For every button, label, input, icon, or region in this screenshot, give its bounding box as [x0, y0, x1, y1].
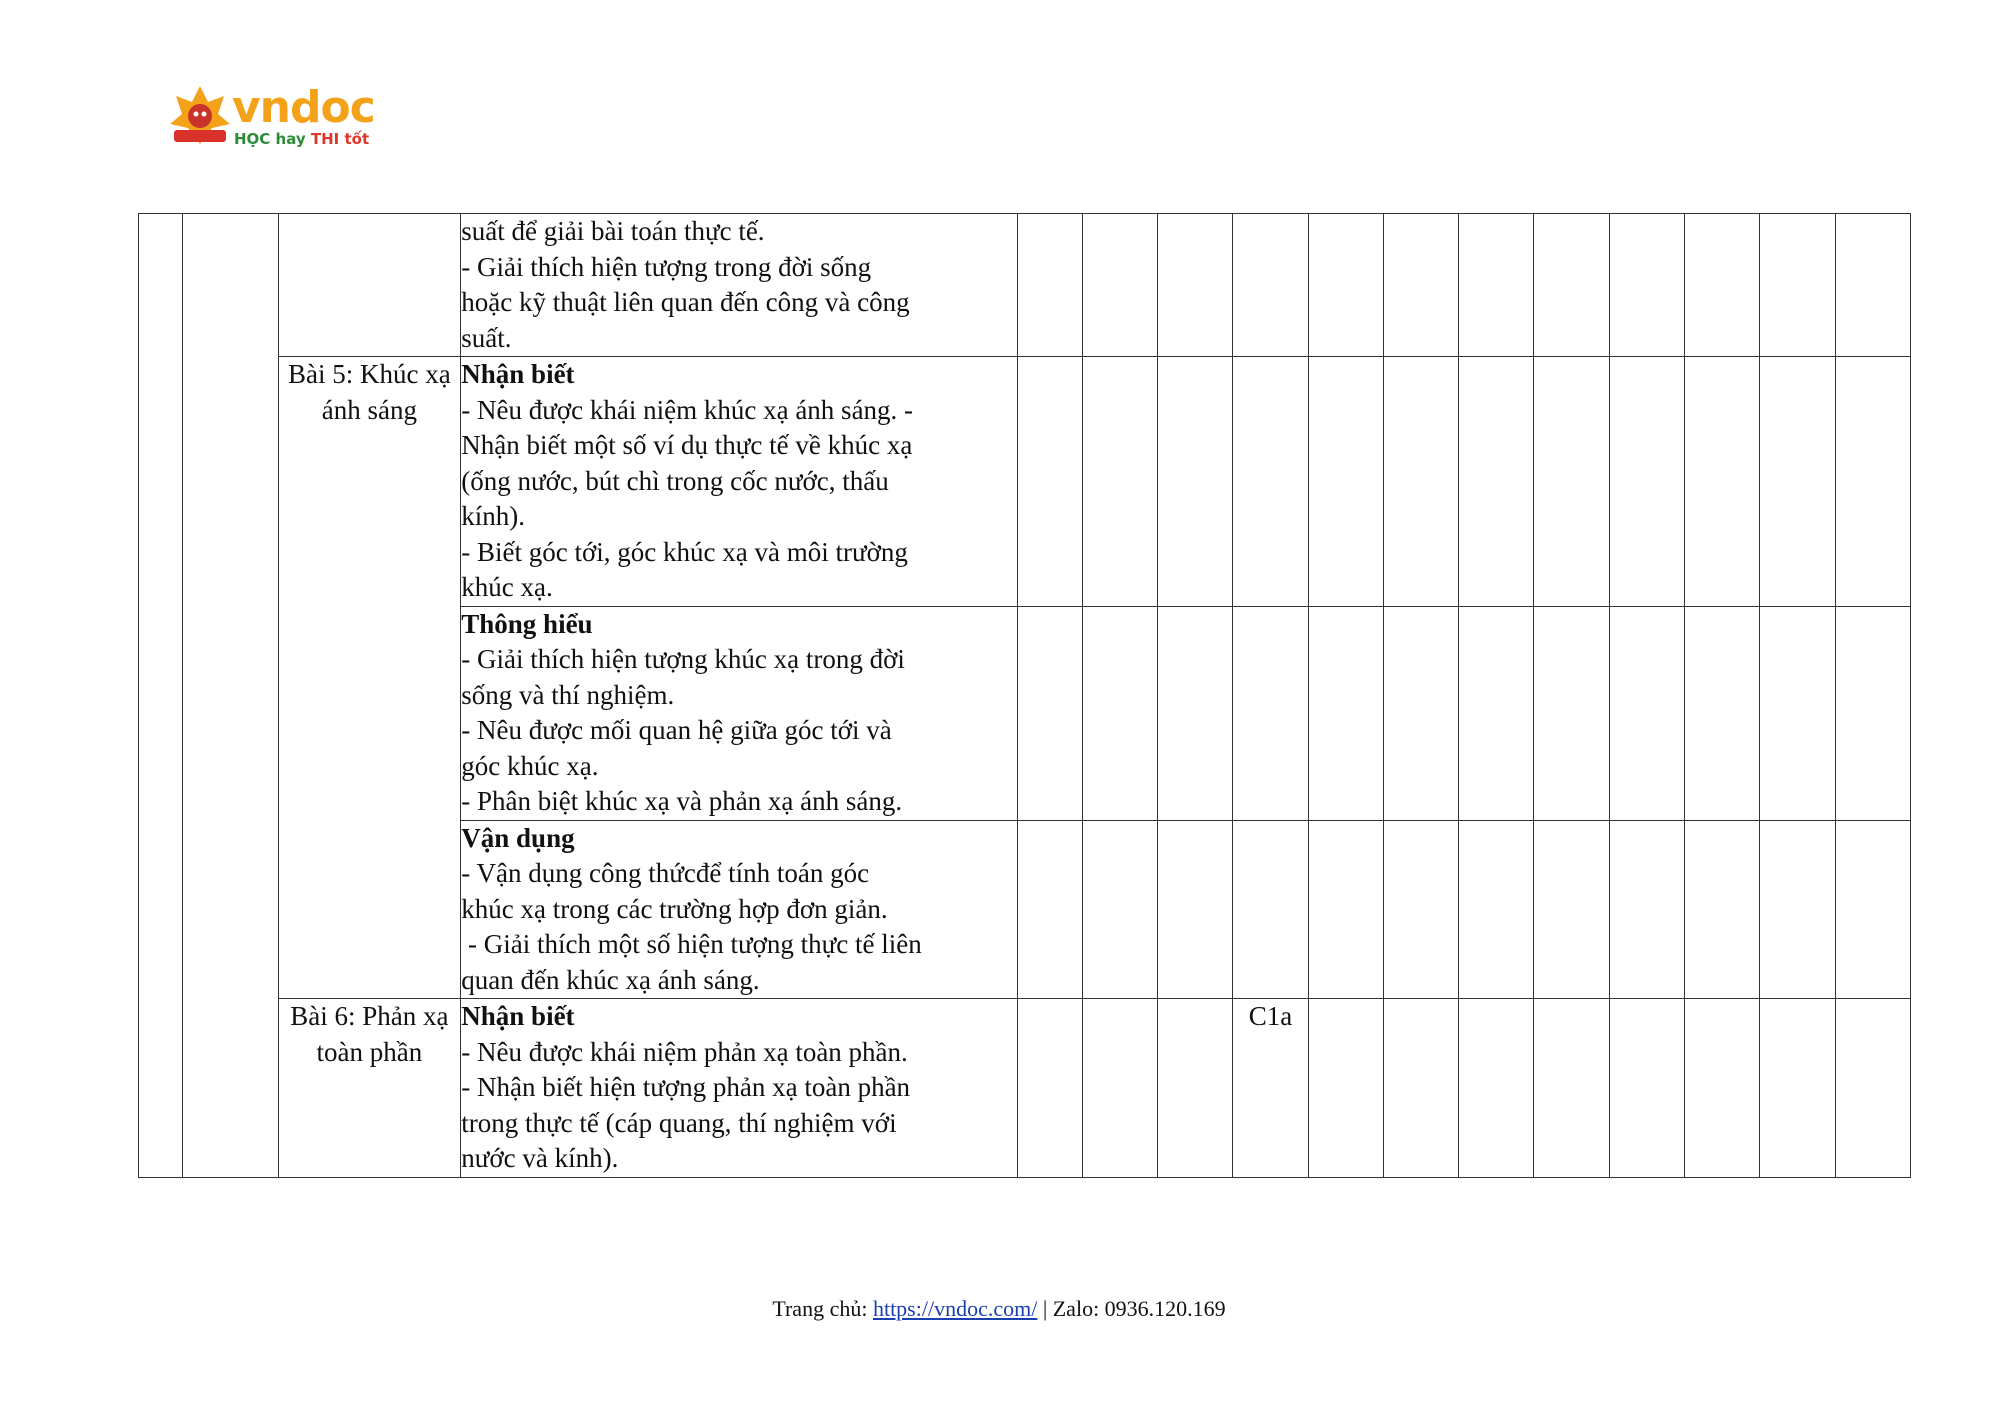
- text-line: nước và kính).: [461, 1143, 619, 1173]
- table-row: [139, 999, 1911, 1178]
- level-heading: Nhận biết: [461, 359, 575, 389]
- text-line: - Giải thích một số hiện tượng thực tế liên: [461, 929, 922, 959]
- vndoc-logo[interactable]: [168, 84, 378, 150]
- level-heading: Thông hiểu: [461, 608, 593, 639]
- table-row: [139, 214, 1911, 357]
- level-heading: Nhận biết: [461, 1001, 575, 1031]
- logo-wordmark: vndoc: [232, 82, 375, 133]
- text-line: sống và thí nghiệm.: [461, 679, 675, 710]
- logo-mascot-icon: [168, 84, 232, 150]
- requirement-cell: [461, 606, 1018, 820]
- text-line: - Giải thích hiện tượng khúc xạ trong đời: [461, 644, 905, 674]
- text-line: - Nêu được khái niệm phản xạ toàn phần.: [461, 1036, 908, 1067]
- lesson-bai6-cell: Bài 6: Phản xạ toàn phần: [278, 999, 461, 1178]
- text-line: kính).: [461, 501, 526, 531]
- homepage-link[interactable]: https://vndoc.com/: [872, 1296, 1038, 1321]
- lesson-cell: [278, 214, 461, 357]
- text-line: - Nêu được mối quan hệ giữa góc tới và: [461, 715, 892, 745]
- page-footer: [0, 1296, 1998, 1322]
- blank-cell: [139, 214, 183, 1178]
- requirement-cell: [461, 999, 1018, 1178]
- text-line: (ống nước, bút chì trong cốc nước, thấu: [461, 465, 889, 496]
- text-line: suất.: [461, 322, 512, 353]
- text-line: Nhận biết một số ví dụ thực tế về khúc xạ: [461, 430, 913, 460]
- blank-cell: [183, 214, 278, 1178]
- text-line: suất để giải bài toán thực tế.: [461, 216, 765, 246]
- text-line: - Nhận biết hiện tượng phản xạ toàn phần: [461, 1072, 911, 1102]
- lesson-bai5-cell: Bài 5: Khúc xạ ánh sáng: [278, 357, 461, 999]
- text-line: khúc xạ.: [461, 572, 553, 602]
- table-row: [139, 357, 1911, 607]
- text-line: - Vận dụng công thứcđể tính toán góc: [461, 858, 870, 888]
- footer-contact: | Zalo: 0936.120.169: [1037, 1296, 1226, 1321]
- level-heading: Vận dụng: [461, 822, 575, 853]
- question-mark-cell: C1a: [1233, 999, 1308, 1178]
- text-line: khúc xạ trong các trường hợp đơn giản.: [461, 893, 888, 924]
- text-line: hoặc kỹ thuật liên quan đến công và công: [461, 287, 910, 317]
- logo-tagline: HỌC hay THI tốt: [234, 130, 370, 148]
- text-line: - Phân biệt khúc xạ và phản xạ ánh sáng.: [461, 786, 903, 816]
- content-table: [138, 213, 1911, 1178]
- text-line: quan đến khúc xạ ánh sáng.: [461, 964, 760, 995]
- requirement-cell: [461, 820, 1018, 999]
- text-line: trong thực tế (cáp quang, thí nghiệm với: [461, 1107, 897, 1138]
- requirement-cell: [461, 214, 1018, 357]
- text-line: - Nêu được khái niệm khúc xạ ánh sáng. -: [461, 394, 914, 425]
- requirement-cell: [461, 357, 1018, 607]
- text-line: - Biết góc tới, góc khúc xạ và môi trường: [461, 536, 908, 567]
- text-line: - Giải thích hiện tượng trong đời sống: [461, 251, 872, 282]
- text-line: góc khúc xạ.: [461, 750, 599, 781]
- footer-prefix: Trang chủ:: [772, 1296, 873, 1321]
